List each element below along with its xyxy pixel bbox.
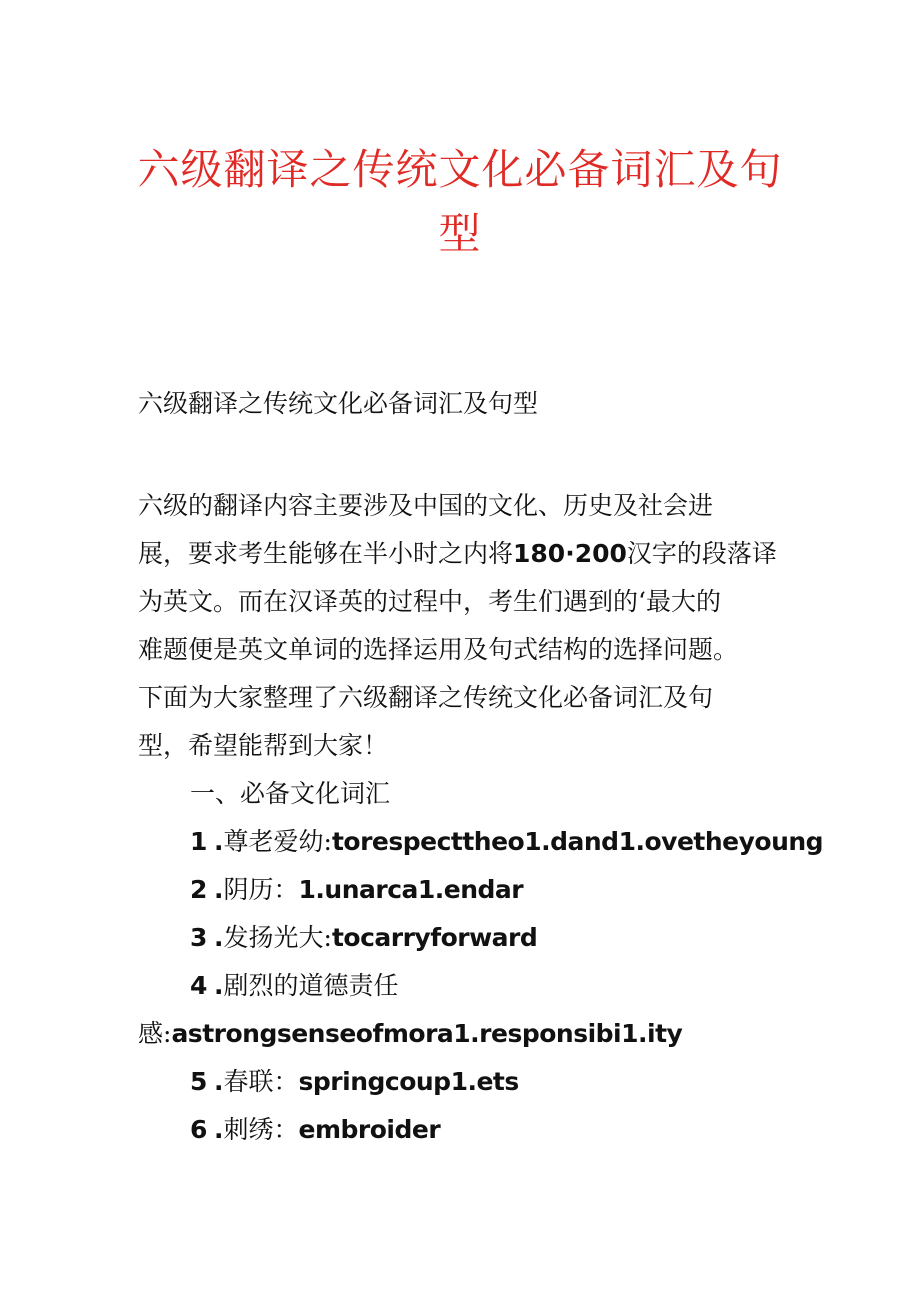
vocab-number: 5 <box>190 1067 208 1096</box>
vocab-chinese: 尊老爱幼: <box>223 827 332 856</box>
section-heading: 一、必备文化词汇 <box>190 779 391 808</box>
vocab-item <box>138 866 798 914</box>
vocab-separator: . <box>214 1067 224 1096</box>
vocab-item-line <box>138 1010 798 1058</box>
vocab-item <box>138 962 798 1058</box>
vocab-list <box>138 818 824 1154</box>
vocab-chinese: 发扬光大: <box>223 923 332 952</box>
vocab-chinese: 剧烈的道德责任 <box>223 971 399 1000</box>
vocab-english: 1.unarca1.endar <box>298 875 524 904</box>
vocab-item <box>138 818 824 866</box>
intro-text: 汉字的段落译 <box>626 539 777 568</box>
vocab-number: 1 <box>190 827 208 856</box>
vocab-number: 3 <box>190 923 208 952</box>
vocab-number: 4 <box>190 971 208 1000</box>
vocab-item <box>138 1106 798 1154</box>
vocab-separator: . <box>214 875 224 904</box>
document-title-line-1: 六级翻译之传统文化必备词汇及句 <box>137 145 783 194</box>
document-title-line-2: 型 <box>438 209 482 258</box>
intro-line: 下面为大家整理了六级翻译之传统文化必备词汇及句 <box>138 683 714 712</box>
vocab-item <box>138 914 798 962</box>
vocab-number: 2 <box>190 875 208 904</box>
intro-line <box>138 530 798 578</box>
vocab-english: tocarryforward <box>331 923 538 952</box>
intro-line: 难题便是英文单词的选择运用及句式结构的选择问题。 <box>138 635 739 664</box>
document-subtitle: 六级翻译之传统文化必备词汇及句型 <box>138 389 539 418</box>
intro-line: 型，希望能帮到大家！ <box>138 731 389 760</box>
intro-line: 六级的翻译内容主要涉及中国的文化、历史及社会进 <box>138 491 714 520</box>
intro-paragraph <box>138 482 798 770</box>
intro-text: 展，要求考生能够在半小时之内将 <box>138 539 514 568</box>
vocab-item-line <box>138 962 798 1010</box>
vocab-separator: . <box>214 1115 224 1144</box>
vocab-separator: . <box>214 923 224 952</box>
vocab-english: astrongsenseofmora1.responsibi1.ity <box>171 1019 683 1048</box>
character-count: 180·200 <box>513 539 627 568</box>
vocab-chinese: 阴历： <box>223 875 299 904</box>
vocab-english: embroider <box>298 1115 441 1144</box>
vocab-english: torespecttheo1.dand1.ovetheyoung <box>331 827 824 856</box>
vocab-item <box>138 1058 798 1106</box>
vocab-chinese: 感: <box>138 1019 172 1048</box>
vocab-chinese: 刺绣： <box>223 1115 299 1144</box>
vocab-separator: . <box>214 827 224 856</box>
vocab-chinese: 春联： <box>223 1067 299 1096</box>
document-title <box>0 138 920 266</box>
document-body <box>138 380 824 1154</box>
vocab-separator: . <box>214 971 224 1000</box>
vocab-english: springcoup1.ets <box>298 1067 519 1096</box>
intro-line: 为英文。而在汉译英的过程中，考生们遇到的‘最大的 <box>138 587 721 616</box>
vocab-number: 6 <box>190 1115 208 1144</box>
